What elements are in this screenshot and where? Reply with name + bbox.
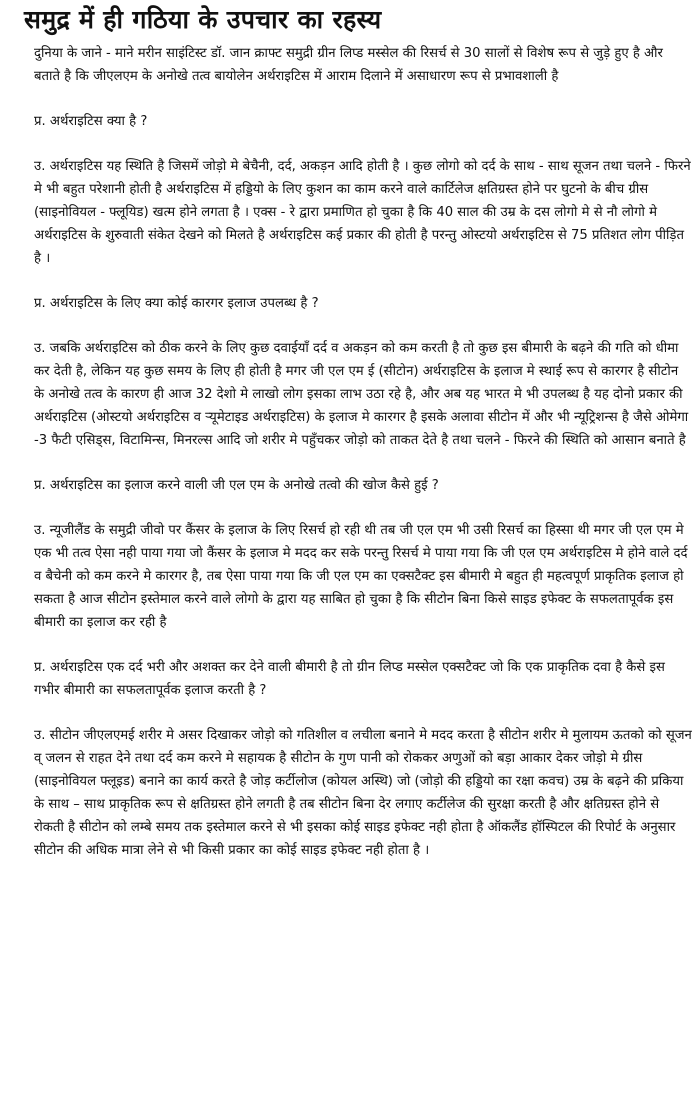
question-discovery: प्र. अर्थराइटिस का इलाज करने वाली जी एल एम के अनोखे तत्वो की खोज कैसे हुई ? [34,478,439,493]
answer-effective-treatment: उ. जबकि अर्थराइटिस को ठीक करने के लिए कुछ दवाईयॉं दर्द व अकड़न को कम करती है तो कुछ इस बीमारी के बढ़ने की गति को धीमा कर देती है, लेकिन यह कुछ समय के लिए ही होती है मगर जी एल एम ई (सीटोन) अर्थराइटिस के इलाज मे स्थाई रूप से कारगर है सीटोन के अनोखे तत्व के कारण ही आज 32 देशो मे लाखो लोग इसका लाभ उठा रहे है, और अब यह भारत मे भी उपलब्ध है यह दोनो प्रकार की अर्थराइटिस (ओस्टयो अर्थराइटिस व र्‍यूमेटाइड अर्थराइटिस) के इलाज मे कारगर है इसके अलावा सीटोन में और भी न्यूट्रिशन्स है जैसे ओमेगा -3 फैटी एसिड्स, विटामिन्स, मिनरल्स आदि जो शरीर मे पहुँचकर जोड़ो को ताकत देते है तथा चलने - फिरने की स्थिति को आसान बनाते है [34,341,689,448]
answer-how-it-works: उ. सीटोन जीएलएमई शरीर मे असर दिखाकर जोड़ो को गतिशील व लचीला बनाने मे मदद करता है सीटोन शरीर मे मुलायम ऊतको को सूजन व् जलन से राहत देने तथा दर्द कम करने मे सहायक है सीटोन के गुण पानी को रोककर अणुओं को बड़ा आकार देकर जोड़ो मे ग्रीस (साइनोवियल फ्लूइड) बनाने का कार्य करते है जोड़ कर्टीलोज (कोयल अस्थि) जो (जोड़ो की हड्डियो का रक्षा कवच) उम्र के बढ़ने की प्रकिया के साथ – साथ प्राकृतिक रूप से क्षतिग्रस्त होने लगती है तब सीटोन बिना देर लगाए कर्टीलेज की सुरक्षा करती है और क्षतिग्रस्त होने से रोकती है सीटोन को लम्बे समय तक इस्तेमाल करने से भी इसका कोई साइड इफेक्ट नही होता है ऑकलैंड हॉस्पिटल की रिपोर्ट के अनुसार सीटोन की अधिक मात्रा लेने से भी किसी प्रकार का कोई साइड इफेक्ट नही होता है । [34,728,692,858]
answer-what-is-arthritis: उ. अर्थराइटिस यह स्थिति है जिसमें जोड़ो मे बेचैनी, दर्द, अकड़न आदि होती है । कुछ लोगो को दर्द के साथ - साथ सूजन तथा चलने - फिरने मे भी बहुत परेशानी होती है अर्थराइटिस में हड्डियो के लिए कुशन का काम करने वाले कार्टिलेज क्षतिग्रस्त होने पर घुटनो के बीच ग्रीस (साइनोवियल - फ्लूयिड) खत्म होने लगता है । एक्स - रे द्वारा प्रमाणित हो चुका है कि 40 साल की उम्र के दस लोगो मे से नौ लोगो मे अर्थराइटिस के शुरुवाती संकेत देखने को मिलते है अर्थराइटिस कई प्रकार की होती है परन्तु ओस्टयो अर्थराइटिस से 75 प्रतिशत लोग पीड़ित है । [34,159,691,266]
question-what-is-arthritis: प्र. अर्थराइटिस क्या है ? [34,114,148,129]
question-effective-treatment: प्र. अर्थराइटिस के लिए क्या कोई कारगर इलाज उपलब्ध है ? [34,296,319,311]
answer-discovery: उ. न्यूजीलैंड के समुद्री जीवो पर कैंसर के इलाज के लिए रिसर्च हो रही थी तब जी एल एम भी उसी रिसर्च का हिस्सा थी मगर जी एल एम मे एक भी तत्व ऐसा नही पाया गया जो कैंसर के इलाज मे मदद कर सके परन्तु रिसर्च मे पाया गया कि जी एल एम अर्थराइटिस मे होने वाले दर्द व बैचेनी को कम करने मे कारगर है, तब ऐसा पाया गया कि जी एल एम का एक्सटैक्ट इस बीमारी मे बहुत ही महत्वपूर्ण प्राकृतिक इलाज हो सकता है आज सीटोन इस्तेमाल करने वाले लोगो के द्वारा यह साबित हो चुका है कि सीटोन बिना किसे साइड इफेक्ट के सफलतापूर्वक इस बीमारी का इलाज कर रही है [34,523,688,630]
intro-paragraph: दुनिया के जाने - माने मरीन साइंटिस्ट डॉ. जान क्राफ्ट समुद्री ग्रीन लिप्ड मस्सेल की रिसर्च से 30 सालों से विशेष रूप से जुड़े हुए है और बताते है कि जीएलएम के अनोखे तत्व बायोलेन अर्थराइटिस में आराम दिलाने में असाधारण रूप से प्रभावशाली है [34,46,663,84]
document-title: समुद्र में ही गठिया के उपचार का रहस्य [24,5,382,34]
question-how-it-works: प्र. अर्थराइटिस एक दर्द भरी और अशक्त कर देने वाली बीमारी है तो ग्रीन लिप्ड मस्सेल एक्सटैक्ट जो कि एक प्राकृतिक दवा है कैसे इस गभीर बीमारी का सफलतापूर्वक इलाज करती है ? [34,660,665,698]
